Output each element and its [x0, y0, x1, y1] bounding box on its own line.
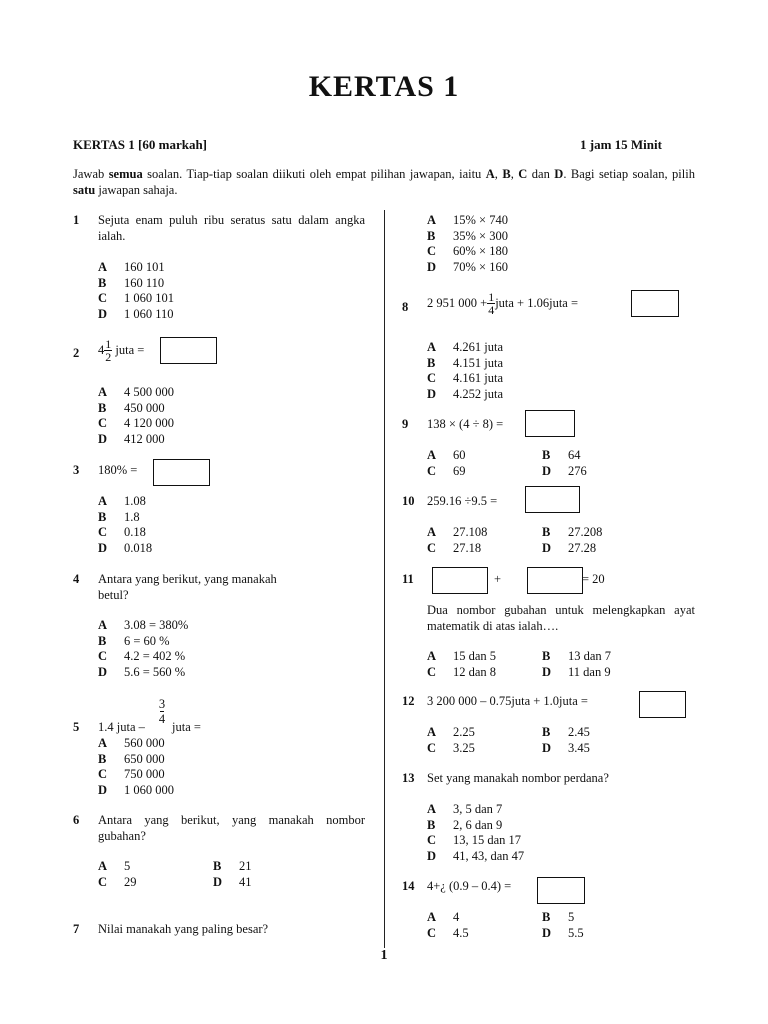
question-text: 3 200 000 – 0.75juta + 1.0juta =	[427, 694, 588, 708]
option[interactable]: A 15% × 740	[427, 213, 508, 227]
question-text: 4+¿ (0.9 – 0.4) =	[427, 879, 512, 893]
options-q13	[427, 802, 524, 864]
option[interactable]: D 3.45	[542, 740, 590, 755]
question-text: Set yang manakah nombor perdana?	[427, 771, 609, 785]
options-q4	[98, 618, 188, 680]
question-text-prefix: 1.4 juta –	[98, 720, 145, 734]
option[interactable]: C 4.5	[427, 925, 469, 940]
question-number: 13	[402, 771, 415, 785]
option[interactable]: C 4.161 juta	[427, 371, 503, 385]
question-number: 1	[73, 213, 80, 227]
option[interactable]: C 29	[98, 874, 137, 889]
option[interactable]: C 1 060 101	[98, 291, 174, 305]
option[interactable]: B 2.45	[542, 725, 590, 739]
question-number: 9	[402, 417, 409, 431]
question-number: 11	[402, 572, 414, 586]
paper-marks-label: KERTAS 1 [60 markah]	[73, 137, 208, 152]
answer-box[interactable]	[525, 410, 575, 437]
options-q11	[427, 649, 657, 680]
answer-box-2[interactable]	[527, 567, 583, 594]
option[interactable]: A 160 101	[98, 260, 165, 274]
answer-box[interactable]	[537, 877, 585, 904]
option[interactable]: C 69	[427, 463, 466, 478]
question-number: 3	[73, 463, 80, 477]
option[interactable]: D 27.28	[542, 540, 597, 555]
options-q8	[427, 340, 503, 402]
answer-box-1[interactable]	[432, 567, 488, 594]
fraction: $\frac{1}{4}$	[488, 290, 495, 317]
options-q9	[427, 448, 657, 479]
question-text: Sejuta enam puluh ribu seratus satu dalam angka ialah.	[98, 213, 365, 243]
option[interactable]: B 6 = 60 %	[98, 633, 170, 648]
option[interactable]: D 41, 43, dan 47	[427, 848, 525, 863]
options-q3	[98, 494, 152, 556]
question-number: 2	[73, 346, 80, 360]
option[interactable]: D 5.5	[542, 925, 584, 940]
answer-box[interactable]	[160, 337, 217, 364]
options-q7	[427, 213, 508, 275]
plus-sign: +	[494, 572, 502, 586]
option[interactable]: A 4	[427, 910, 460, 924]
answer-box[interactable]	[639, 691, 686, 718]
options-q1	[98, 260, 174, 322]
question-text: 4 $\frac{1}{2}$ juta =	[98, 337, 145, 364]
option[interactable]: C 60% × 180	[427, 244, 508, 258]
option[interactable]: A 5	[98, 859, 131, 873]
question-text: 2 951 000 + $\frac{1}{4}$ juta + 1.06juta =	[427, 290, 579, 317]
option[interactable]: D 276	[542, 463, 587, 478]
equals-twenty: = 20	[582, 572, 605, 586]
page-title: KERTAS 1	[308, 70, 460, 103]
option[interactable]: A 1.08	[98, 494, 146, 508]
duration-label: 1 jam 15 Minit	[580, 137, 662, 152]
question-text: Nilai manakah yang paling besar?	[98, 922, 269, 936]
option[interactable]: B 13 dan 7	[542, 649, 612, 663]
question-number: 14	[402, 879, 415, 893]
options-q12	[427, 725, 657, 756]
option[interactable]: B 650 000	[98, 751, 165, 766]
option[interactable]: A 4.261 juta	[427, 340, 503, 354]
option[interactable]: A 4 500 000	[98, 385, 174, 399]
option[interactable]: D 1 060 000	[98, 782, 174, 797]
page-number: 1	[380, 948, 388, 963]
option[interactable]: B 64	[542, 448, 581, 462]
option[interactable]: C 13, 15 dan 17	[427, 833, 522, 847]
option[interactable]: A 15 dan 5	[427, 649, 497, 663]
option[interactable]: C 12 dan 8	[427, 664, 497, 679]
question-text: 180% =	[98, 463, 138, 477]
options-q6	[98, 859, 328, 890]
fraction: $\frac{1}{2}$	[105, 337, 112, 364]
option[interactable]: B 21	[213, 859, 252, 873]
option[interactable]: A 3.08 = 380%	[98, 618, 189, 632]
instructions: Jawab semua soalan. Tiap-tiap soalan diikuti oleh empat pilihan jawapan, iaitu A, B, C dan D. Bagi setiap soalan, pilih satu jawapan sahaja.	[73, 167, 695, 197]
option[interactable]: A 60	[427, 448, 466, 462]
option[interactable]: A 27.108	[427, 525, 488, 539]
option[interactable]: C 750 000	[98, 767, 165, 781]
option[interactable]: C 27.18	[427, 540, 482, 555]
option[interactable]: C 4.2 = 402 %	[98, 649, 186, 663]
question-text-suffix: juta =	[172, 720, 201, 734]
question-text: 259.16 ÷9.5 =	[427, 494, 498, 508]
column-divider	[384, 210, 385, 948]
option[interactable]: B 2, 6 dan 9	[427, 817, 503, 832]
option[interactable]: D 412 000	[98, 431, 165, 446]
question-number: 5	[73, 720, 80, 734]
answer-box[interactable]	[631, 290, 679, 317]
option[interactable]: D 4.252 juta	[427, 386, 503, 401]
option[interactable]: A 2.25	[427, 725, 475, 739]
option[interactable]: D 0.018	[98, 540, 153, 555]
option[interactable]: C 0.18	[98, 525, 146, 539]
question-number: 12	[402, 694, 415, 708]
option[interactable]: A 560 000	[98, 736, 165, 750]
question-number: 4	[73, 572, 80, 586]
question-number: 10	[402, 494, 415, 508]
answer-box[interactable]	[525, 486, 580, 513]
options-q10	[427, 525, 657, 556]
option[interactable]: B 5	[542, 910, 575, 924]
option[interactable]: C 4 120 000	[98, 416, 174, 430]
option[interactable]: A 3, 5 dan 7	[427, 802, 503, 816]
question-number: 8	[402, 300, 409, 314]
question-text: 138 × (4 ÷ 8) =	[427, 417, 504, 431]
option[interactable]: B 4.151 juta	[427, 355, 503, 370]
options-q5	[98, 736, 174, 798]
option[interactable]: B 1.8	[98, 509, 140, 524]
question-text: Antara yang berikut, yang manakah betul?	[98, 572, 277, 602]
question-text: Dua nombor gubahan untuk melengkapkan ayat matematik di atas ialah….	[427, 603, 695, 633]
option[interactable]: D 11 dan 9	[542, 664, 611, 679]
option[interactable]: D 1 060 110	[98, 306, 174, 321]
option[interactable]: C 3.25	[427, 740, 475, 755]
question-text: Antara yang berikut, yang manakah nombor gubahan?	[98, 813, 365, 843]
question-number: 7	[73, 922, 80, 936]
option[interactable]: D 5.6 = 560 %	[98, 664, 186, 679]
question-number: 6	[73, 813, 80, 827]
option[interactable]: D 41	[213, 874, 252, 889]
answer-box[interactable]	[153, 459, 210, 486]
option[interactable]: B 160 110	[98, 275, 165, 290]
options-q14	[427, 910, 657, 941]
option[interactable]: B 35% × 300	[427, 228, 508, 243]
option[interactable]: B 450 000	[98, 400, 165, 415]
option[interactable]: D 70% × 160	[427, 259, 508, 274]
fraction: 3 4	[158, 697, 166, 726]
option[interactable]: B 27.208	[542, 525, 603, 539]
options-q2	[98, 385, 174, 447]
